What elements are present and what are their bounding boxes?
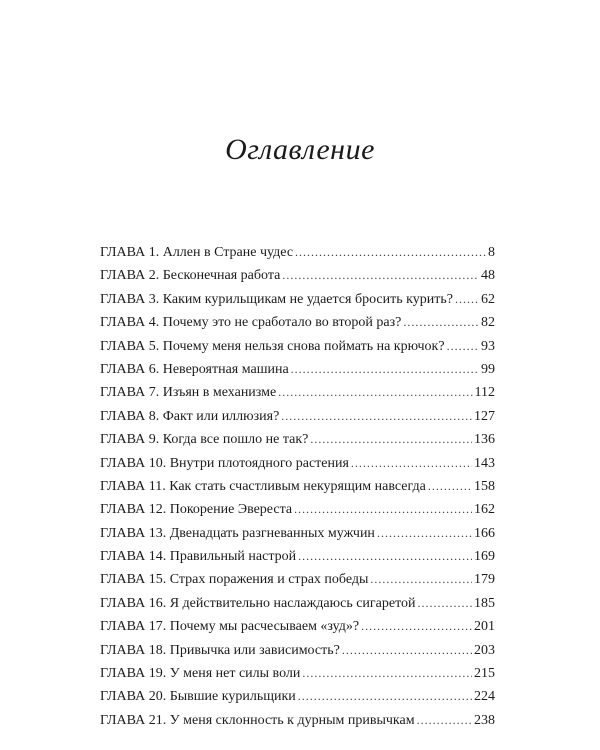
toc-entry [100,314,495,337]
toc-entry [100,244,495,267]
dot-leader [298,548,472,565]
toc-entry [100,291,495,314]
toc-entry [100,618,495,641]
toc-entry-title: ГЛАВА 15. Страх поражения и страх победы [100,572,369,588]
toc-entry-page: 158 [474,478,495,494]
toc-entry-page: 127 [474,408,495,424]
toc-entry-title: ГЛАВА 1. Аллен в Стране чудес [100,245,294,260]
dot-leader [417,712,472,729]
dot-leader [342,642,472,659]
toc-entry [100,548,495,571]
toc-entry-page: 215 [474,666,495,682]
toc-entry [100,688,495,711]
toc-entry-page: 62 [481,291,495,307]
toc-entry-title: ГЛАВА 12. Покорение Эвереста [100,502,293,518]
dot-leader [295,244,486,261]
dot-leader [302,665,472,682]
toc-entry-title: ГЛАВА 4. Почему это не сработало во второй раз? [100,315,402,331]
toc-entry-title: ГЛАВА 14. Правильный настрой [100,549,297,565]
toc-entry-title: ГЛАВА 18. Привычка или зависимость? [100,642,340,658]
toc-entry-title: ГЛАВА 16. Я действительно наслаждаюсь сигаретой [100,595,416,611]
dot-leader [298,688,472,705]
dot-leader [281,408,472,425]
toc-entry [100,571,495,594]
toc-entry-page: 179 [474,572,495,588]
toc-entry-title: ГЛАВА 17. Почему мы расчесываем «зуд»? [100,619,360,635]
toc-entry-page: 185 [474,595,495,611]
toc-entry [100,408,495,431]
toc-entry-title: ГЛАВА 5. Почему меня нельзя снова поймать на крючок? [100,338,445,354]
dot-leader [361,618,472,635]
toc-entry-title: ГЛАВА 3. Каким курильщикам не удается бросить курить? [100,291,453,307]
toc-entry-page: 143 [474,455,495,471]
toc-entry-page: 203 [474,642,495,658]
toc-entry-page: 162 [474,502,495,518]
dot-leader [291,361,479,378]
toc-entry [100,525,495,548]
toc-entry-title: ГЛАВА 11. Как стать счастливым некурящим навсегда [100,478,426,494]
dot-leader [351,455,472,472]
toc-entry-page: 224 [474,689,495,705]
dot-leader [447,338,479,355]
toc-entry-page: 238 [474,712,495,728]
dot-leader [377,525,472,542]
toc-entry [100,665,495,688]
toc-entry [100,361,495,384]
toc-entry [100,455,495,478]
dot-leader [428,478,472,495]
toc-entry [100,267,495,290]
table-of-contents [100,244,495,735]
toc-entry-title: ГЛАВА 19. У меня нет силы воли [100,666,301,682]
toc-entry-page: 112 [474,385,495,401]
toc-entry-page: 48 [481,268,495,284]
toc-entry-title: ГЛАВА 2. Бесконечная работа [100,268,281,284]
toc-entry [100,501,495,524]
toc-entry [100,384,495,407]
dot-leader [278,384,472,401]
toc-entry [100,478,495,501]
toc-entry-page: 166 [474,525,495,541]
toc-entry-title: ГЛАВА 8. Факт или иллюзия? [100,408,280,424]
toc-entry-page: 169 [474,549,495,565]
toc-entry-title: ГЛАВА 6. Невероятная машина [100,361,289,377]
toc-entry [100,642,495,665]
dot-leader [370,571,472,588]
toc-entry [100,712,495,735]
toc-entry-page: 136 [474,432,495,448]
dot-leader [455,291,479,308]
dot-leader [294,501,472,518]
toc-entry-title: ГЛАВА 13. Двенадцать разгневанных мужчин [100,525,375,541]
toc-entry-page: 99 [481,361,495,377]
toc-entry-page: 82 [481,315,495,331]
toc-entry [100,595,495,618]
toc-entry [100,431,495,454]
dot-leader [403,314,479,331]
toc-entry-title: ГЛАВА 7. Изъян в механизме [100,385,277,401]
page-title: Оглавление [225,133,375,166]
dot-leader [282,267,479,284]
toc-entry-page: 201 [474,619,495,635]
toc-entry-page: 93 [481,338,495,354]
toc-entry-page: 8 [488,245,495,260]
toc-entry-title: ГЛАВА 21. У меня склонность к дурным привычкам [100,712,415,728]
dot-leader [418,595,473,612]
dot-leader [310,431,472,448]
toc-entry-title: ГЛАВА 9. Когда все пошло не так? [100,432,309,448]
toc-entry [100,338,495,361]
toc-entry-title: ГЛАВА 20. Бывшие курильщики [100,689,296,705]
toc-entry-title: ГЛАВА 10. Внутри плотоядного растения [100,455,349,471]
